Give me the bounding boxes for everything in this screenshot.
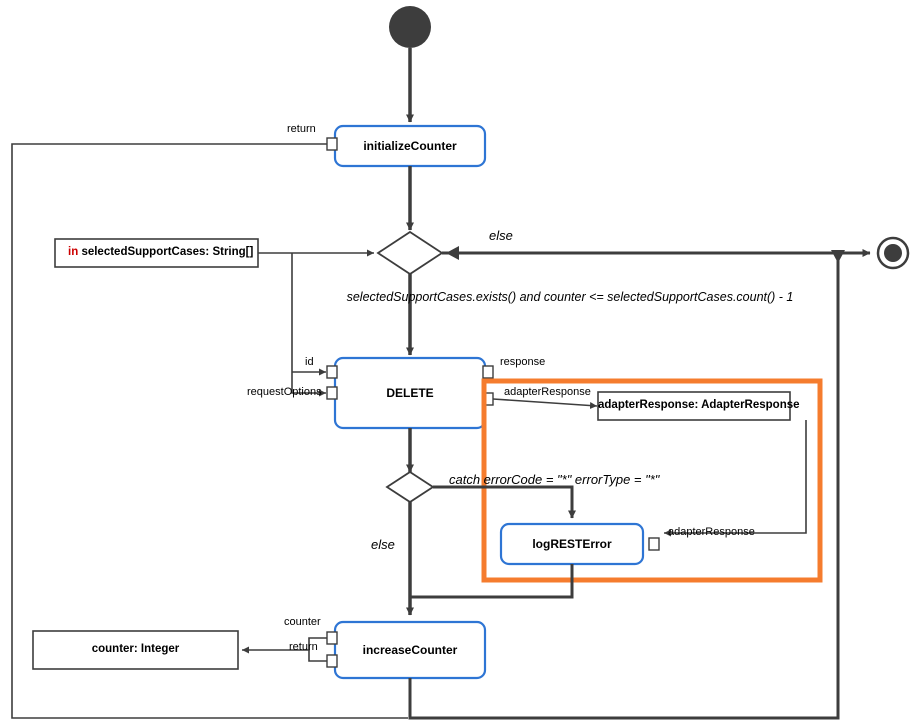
label-initializeCounter: initializeCounter — [363, 139, 457, 153]
object-direction-keyword: in — [68, 246, 79, 258]
pin-delete-response — [483, 366, 493, 378]
flow-counter-pin-to-object — [242, 638, 327, 650]
flow-delete-to-adapterResponse-object — [493, 399, 597, 406]
pin-label-initializeCounter-return: return — [287, 123, 316, 135]
object-selectedSupportCases — [55, 239, 258, 267]
pin-increaseCounter-counter — [327, 632, 337, 644]
pin-label-delete-adapterResponse: adapterResponse — [504, 386, 591, 398]
object-name-text: selectedSupportCases: String[] — [81, 246, 254, 258]
edge-label-catch: catch errorCode = "*" errorType = "*" — [449, 472, 660, 487]
action-logRESTError[interactable] — [501, 524, 643, 564]
pin-label-delete-id: id — [305, 356, 314, 368]
label-object-counter: counter: Integer — [91, 643, 180, 655]
pin-label-increaseCounter-return: return — [289, 641, 318, 653]
activity-final-node — [878, 238, 908, 268]
label-logRESTError: logRESTError — [532, 537, 612, 551]
label-delete: DELETE — [386, 386, 434, 400]
pin-logRESTError-adapterResponse — [649, 538, 659, 550]
flow-catch-to-logRESTError — [433, 487, 572, 518]
decision-node-loop — [378, 232, 442, 274]
flow-adapterResponse-to-logRESTError — [664, 420, 806, 533]
arrow-loopback-marker — [831, 250, 845, 263]
initial-node — [389, 6, 431, 48]
edge-label-else-error: else — [371, 537, 395, 552]
object-counter — [33, 631, 238, 669]
object-adapterResponse — [598, 392, 800, 420]
pin-delete-requestOptions — [327, 387, 337, 399]
arrow-else-marker — [446, 246, 459, 260]
pin-increaseCounter-return — [327, 655, 337, 667]
label-object-adapterResponse: adapterResponse: AdapterResponse — [598, 399, 800, 411]
action-initializeCounter[interactable] — [335, 126, 485, 166]
label-increaseCounter: increaseCounter — [362, 643, 458, 657]
guard-label-loop: selectedSupportCases.exists() and counter <= selectedSupportCases.count() - 1 — [346, 290, 794, 304]
pin-label-delete-response: response — [500, 356, 546, 368]
action-increaseCounter[interactable] — [335, 622, 485, 678]
pin-label-increaseCounter-counter: counter — [284, 616, 321, 628]
edge-label-else-top: else — [489, 228, 513, 243]
action-delete[interactable] — [335, 358, 485, 428]
pin-label-logRESTError-adapterResponse: adapterResponse — [668, 526, 755, 538]
pin-delete-id — [327, 366, 337, 378]
pin-label-delete-requestOptions: requestOptions — [247, 386, 322, 398]
decision-node-error — [387, 472, 433, 502]
pin-initializeCounter-return — [327, 138, 337, 150]
flow-return-pin-to-object — [309, 650, 327, 661]
